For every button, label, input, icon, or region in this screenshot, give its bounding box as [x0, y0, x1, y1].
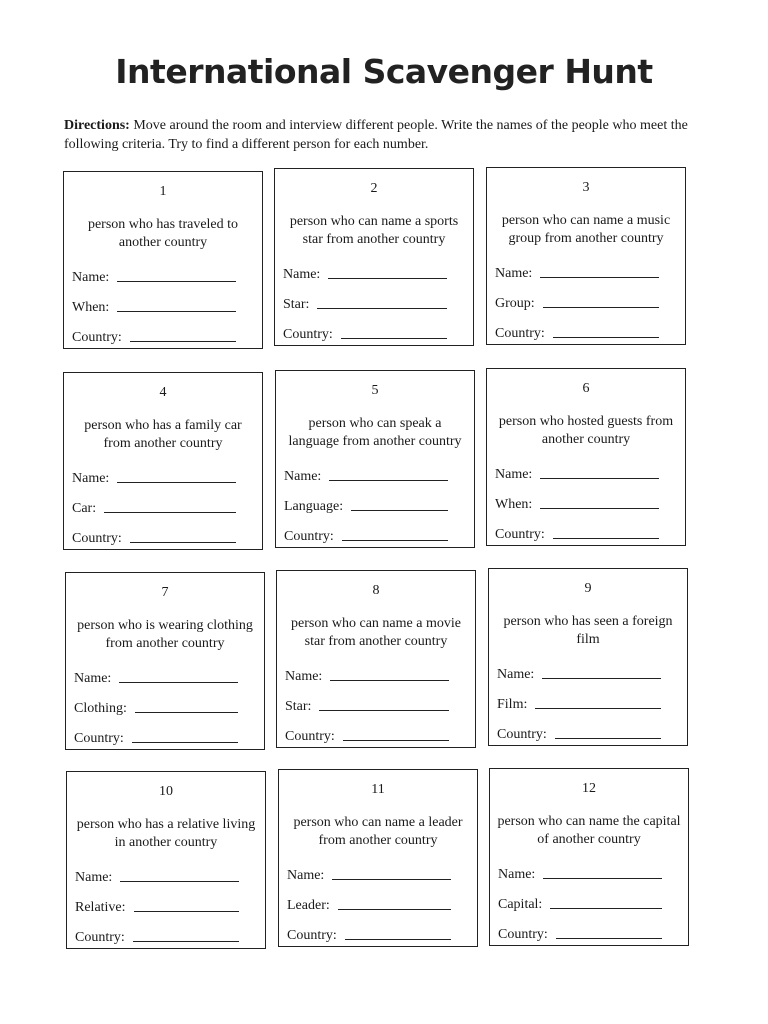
card-number: 9 — [584, 581, 592, 596]
card-12 — [489, 768, 689, 946]
name-field[interactable]: Name: — [75, 856, 257, 886]
card-number: 3 — [582, 180, 590, 195]
country-field[interactable]: Country: — [497, 713, 679, 743]
name-field[interactable]: Name: — [283, 253, 465, 283]
leader-field[interactable]: Leader: — [287, 884, 469, 914]
when-field[interactable]: When: — [72, 286, 254, 316]
blank-line[interactable] — [117, 281, 236, 282]
card-description: person who has a family car from another country — [84, 418, 242, 451]
directions-text: Move around the room and interview different people. Write the names of the people who meet the following criteria. Try to find a different person for each number. — [64, 118, 688, 152]
card-8 — [276, 570, 476, 748]
card-description: person who hosted guests from another country — [498, 414, 674, 447]
name-field[interactable]: Name: — [74, 657, 256, 687]
card-number: 8 — [372, 583, 380, 598]
blank-line[interactable] — [330, 680, 449, 681]
country-field[interactable]: Country: — [495, 513, 677, 543]
card-2 — [274, 168, 474, 346]
blank-line[interactable] — [553, 337, 659, 338]
country-field[interactable]: Country: — [283, 313, 465, 343]
card-description: person who can name a leader from another country — [293, 815, 463, 848]
name-field[interactable]: Name: — [285, 655, 467, 685]
blank-line[interactable] — [556, 938, 662, 939]
blank-line[interactable] — [543, 878, 662, 879]
blank-line[interactable] — [120, 881, 239, 882]
country-field[interactable]: Country: — [75, 916, 257, 946]
blank-line[interactable] — [540, 277, 659, 278]
country-field[interactable]: Country: — [498, 913, 680, 943]
name-field[interactable]: Name: — [498, 853, 680, 883]
blank-line[interactable] — [543, 307, 659, 308]
card-6 — [486, 368, 686, 546]
blank-line[interactable] — [329, 480, 448, 481]
language-field[interactable]: Language: — [284, 485, 466, 515]
name-field[interactable]: Name: — [284, 455, 466, 485]
blank-line[interactable] — [132, 742, 238, 743]
card-number: 7 — [161, 585, 169, 600]
card-4 — [63, 372, 263, 550]
capital-field[interactable]: Capital: — [498, 883, 680, 913]
page-title: International Scavenger Hunt — [115, 52, 653, 91]
card-number: 4 — [159, 385, 167, 400]
blank-line[interactable] — [332, 879, 451, 880]
blank-line[interactable] — [345, 939, 451, 940]
blank-line[interactable] — [104, 512, 236, 513]
blank-line[interactable] — [133, 941, 239, 942]
car-field[interactable]: Car: — [72, 487, 254, 517]
blank-line[interactable] — [130, 542, 236, 543]
name-field[interactable]: Name: — [287, 854, 469, 884]
clothing-field[interactable]: Clothing: — [74, 687, 256, 717]
name-field[interactable]: Name: — [72, 256, 254, 286]
blank-line[interactable] — [550, 908, 662, 909]
country-field[interactable]: Country: — [72, 316, 254, 346]
blank-line[interactable] — [119, 682, 238, 683]
card-description: person who can name a music group from another country — [501, 213, 671, 246]
blank-line[interactable] — [319, 710, 449, 711]
when-field[interactable]: When: — [495, 483, 677, 513]
card-5 — [275, 370, 475, 548]
card-description: person who has a relative living in another country — [76, 817, 256, 850]
blank-line[interactable] — [135, 712, 238, 713]
name-field[interactable]: Name: — [495, 252, 677, 282]
blank-line[interactable] — [328, 278, 447, 279]
blank-line[interactable] — [343, 740, 449, 741]
blank-line[interactable] — [553, 538, 659, 539]
blank-line[interactable] — [338, 909, 451, 910]
card-number: 1 — [159, 184, 167, 199]
country-field[interactable]: Country: — [285, 715, 467, 745]
card-description: person who can speak a language from another country — [288, 416, 462, 449]
country-field[interactable]: Country: — [74, 717, 256, 747]
star-field[interactable]: Star: — [283, 283, 465, 313]
card-3 — [486, 167, 686, 345]
star-field[interactable]: Star: — [285, 685, 467, 715]
blank-line[interactable] — [317, 308, 447, 309]
country-field[interactable]: Country: — [72, 517, 254, 547]
name-field[interactable]: Name: — [497, 653, 679, 683]
blank-line[interactable] — [540, 478, 659, 479]
card-description: person who has seen a foreign film — [503, 614, 673, 647]
card-number: 12 — [582, 781, 596, 796]
blank-line[interactable] — [341, 338, 447, 339]
blank-line[interactable] — [342, 540, 448, 541]
group-field[interactable]: Group: — [495, 282, 677, 312]
card-description: person who can name a sports star from another country — [289, 214, 459, 247]
card-number: 6 — [582, 381, 590, 396]
blank-line[interactable] — [117, 482, 236, 483]
card-description: person who is wearing clothing from another country — [77, 618, 253, 651]
name-field[interactable]: Name: — [495, 453, 677, 483]
card-description: person who has traveled to another country — [87, 217, 239, 250]
card-11 — [278, 769, 478, 947]
card-1 — [63, 171, 263, 349]
card-number: 2 — [370, 181, 378, 196]
card-10 — [66, 771, 266, 949]
card-number: 5 — [371, 383, 379, 398]
directions-label: Directions: — [64, 118, 130, 133]
card-number: 10 — [159, 784, 173, 799]
blank-line[interactable] — [555, 738, 661, 739]
card-description: person who can name a movie star from another country — [291, 616, 461, 649]
blank-line[interactable] — [351, 510, 448, 511]
card-7 — [65, 572, 265, 750]
blank-line[interactable] — [117, 311, 236, 312]
country-field[interactable]: Country: — [495, 312, 677, 342]
blank-line[interactable] — [542, 678, 661, 679]
blank-line[interactable] — [535, 708, 661, 709]
film-field[interactable]: Film: — [497, 683, 679, 713]
blank-line[interactable] — [134, 911, 239, 912]
card-description: person who can name the capital of another country — [497, 814, 681, 847]
blank-line[interactable] — [130, 341, 236, 342]
country-field[interactable]: Country: — [284, 515, 466, 545]
blank-line[interactable] — [540, 508, 659, 509]
card-number: 11 — [371, 782, 385, 797]
card-9 — [488, 568, 688, 746]
country-field[interactable]: Country: — [287, 914, 469, 944]
relative-field[interactable]: Relative: — [75, 886, 257, 916]
name-field[interactable]: Name: — [72, 457, 254, 487]
